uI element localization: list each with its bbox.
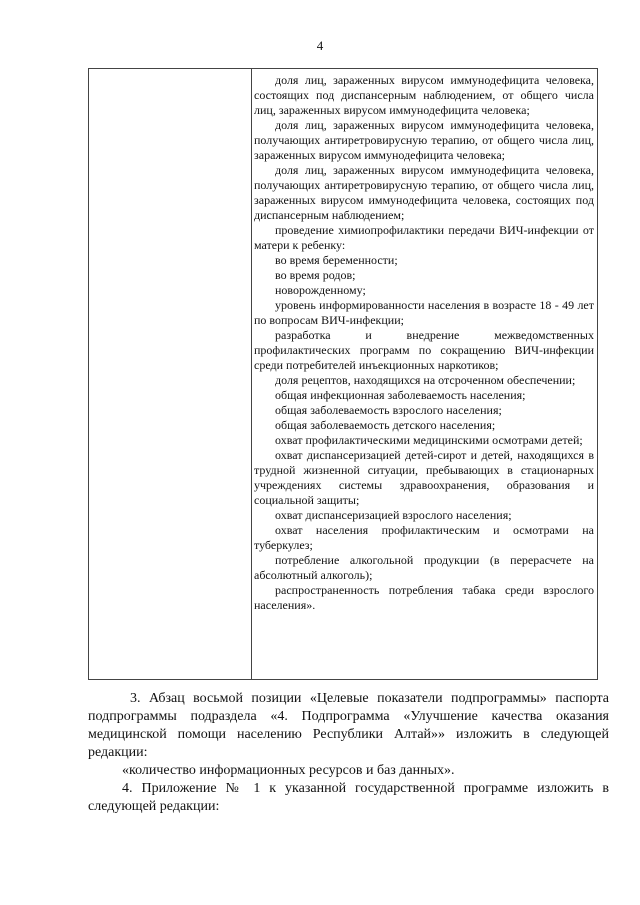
indicator-entry: уровень информированности населения в возрасте 18 - 49 лет по вопросам ВИЧ-инфекции; — [254, 298, 594, 327]
quoted-text: «количество информационных ресурсов и баз данных». — [122, 763, 455, 778]
indicator-entry: разработка и внедрение межведомственных профилактических программ по сокращению ВИЧ-инфекции среди потребителей инъекционных наркотиков; — [254, 328, 594, 372]
indicator-entry: во время беременности; — [275, 253, 398, 267]
indicator-entry: охват профилактическими медицинскими осмотрами детей; — [275, 433, 583, 447]
indicator-entry: доля рецептов, находящихся на отсроченном обеспечении; — [275, 373, 576, 387]
indicator-entry: потребление алкогольной продукции (в перерасчете на абсолютный алкоголь); — [254, 553, 594, 582]
indicator-entry: охват диспансеризацией детей-сирот и детей, находящихся в трудной жизненной ситуации, пребывающих в стационарных учреждениях системы здравоохранения, образования и социальной защиты; — [254, 448, 594, 507]
indicators-table — [88, 68, 598, 680]
document-body — [88, 690, 609, 816]
indicator-entry: охват населения профилактическим и осмотрами на туберкулез; — [254, 523, 594, 552]
indicator-entry: распространенность потребления табака среди взрослого населения». — [254, 583, 594, 612]
indicator-entry: доля лиц, зараженных вирусом иммунодефицита человека, получающих антиретровирусную терапию, от общего числа лиц, зараженных вирусом иммунодефицита человека, состоящих под диспансерным наблюдением; — [254, 163, 594, 222]
indicator-entry: во время родов; — [275, 268, 356, 282]
indicator-entry: общая заболеваемость детского населения; — [275, 418, 496, 432]
paragraph-4: 4. Приложение № 1 к указанной государственной программе изложить в следующей редакции: — [88, 781, 609, 814]
page-number: 4 — [316, 38, 324, 53]
indicator-entry: общая заболеваемость взрослого населения; — [275, 403, 502, 417]
table-left-cell — [89, 69, 252, 679]
indicator-entry: охват диспансеризацией взрослого населения; — [275, 508, 512, 522]
indicator-entry: общая инфекционная заболеваемость населения; — [275, 388, 526, 402]
table-right-cell — [254, 73, 594, 613]
indicator-entry: доля лиц, зараженных вирусом иммунодефицита человека, получающих антиретровирусную терапию, от общего числа лиц, зараженных вирусом иммунодефицита человека; — [254, 118, 594, 162]
indicator-entry: новорожденному; — [275, 283, 366, 297]
paragraph-3: 3. Абзац восьмой позиции «Целевые показатели подпрограммы» паспорта подпрограммы подраздела «4. Подпрограмма «Улучшение качества оказания медицинской помощи населению Республики Алтай»» изложить в следующей редакции: — [88, 691, 609, 760]
indicator-entry: проведение химиопрофилактики передачи ВИЧ-инфекции от матери к ребенку: — [254, 223, 594, 252]
indicator-entry: доля лиц, зараженных вирусом иммунодефицита человека, состоящих под диспансерным наблюдением, от общего числа лиц, зараженных вирусом иммунодефицита человека; — [254, 73, 594, 117]
